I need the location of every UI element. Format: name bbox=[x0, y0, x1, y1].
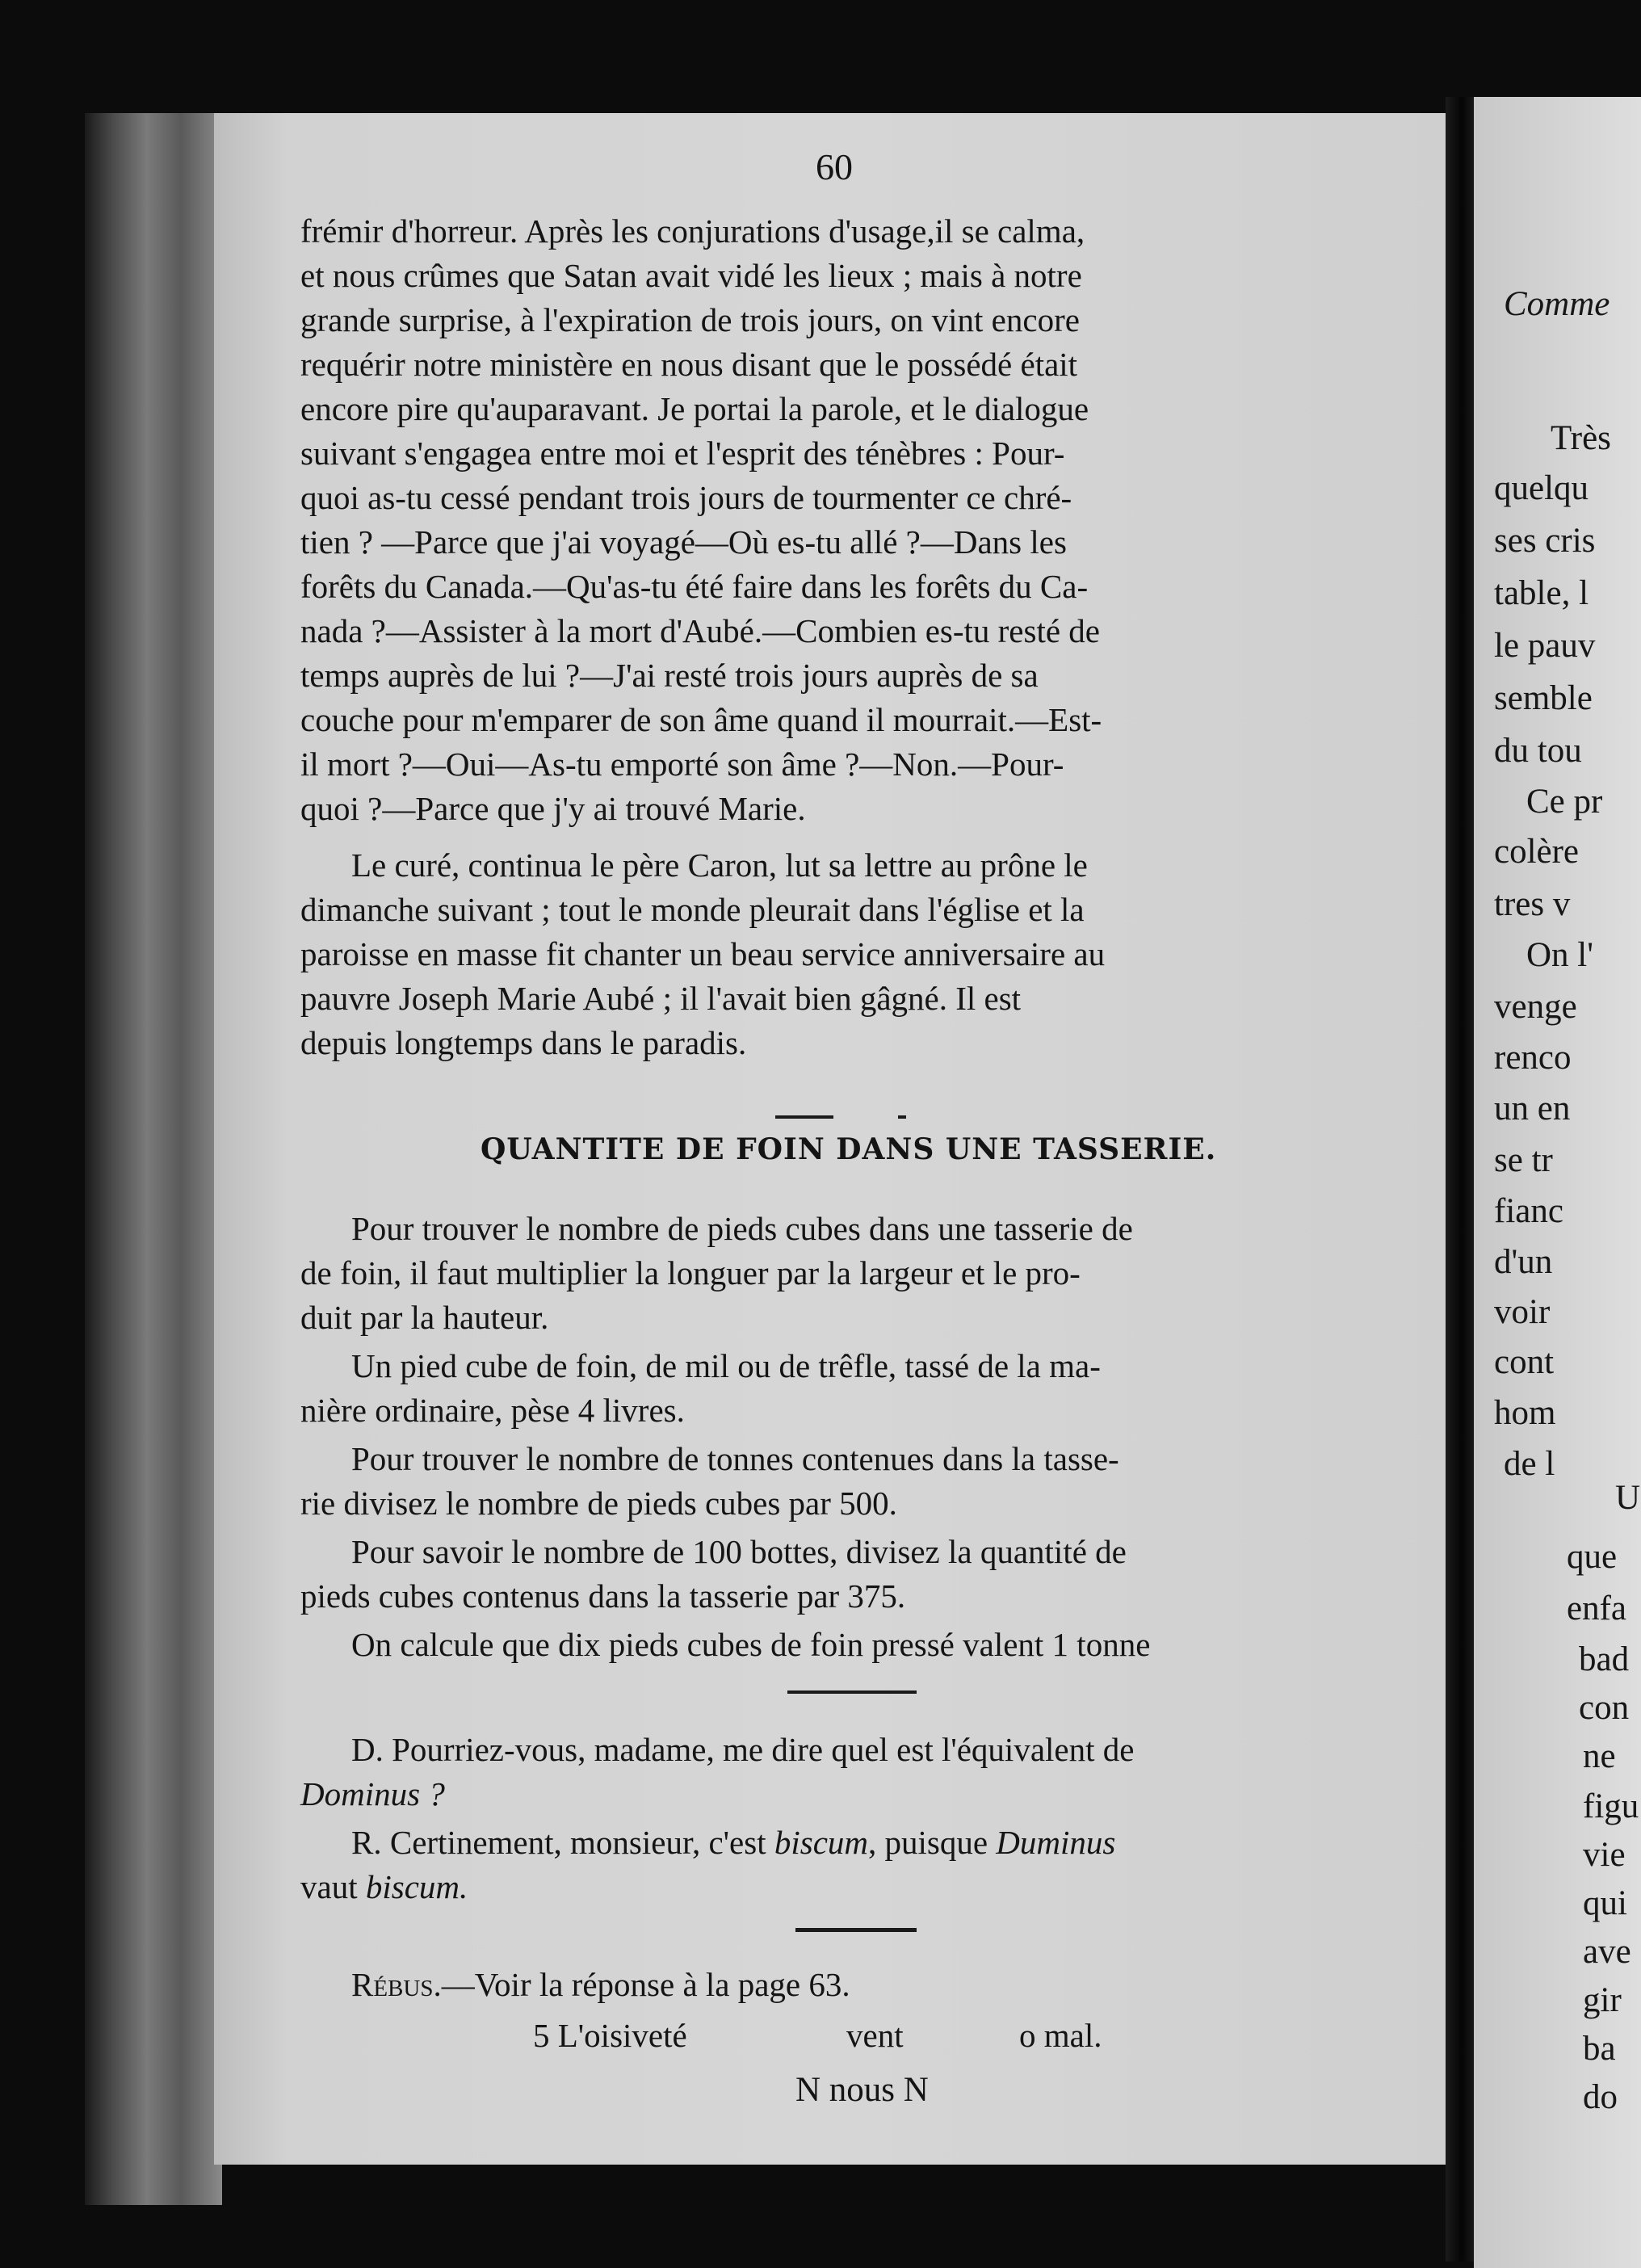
text-line: et nous crûmes que Satan avait vidé les lieux ; mais à notre bbox=[300, 257, 1082, 294]
text-line: temps auprès de lui ?—J'ai resté trois jours auprès de sa bbox=[300, 657, 1039, 694]
rebus-heading bbox=[351, 1965, 850, 2004]
right-page-line: ba bbox=[1583, 2030, 1616, 2068]
right-page-line: se tr bbox=[1494, 1141, 1553, 1179]
right-page-line: semble bbox=[1494, 679, 1593, 717]
text-line: quoi ?—Parce que j'y ai trouvé Marie. bbox=[300, 790, 806, 827]
right-page-line: du tou bbox=[1494, 732, 1582, 770]
text-line: suivant s'engagea entre moi et l'esprit des ténèbres : Pour- bbox=[300, 435, 1065, 472]
page-number: 60 bbox=[816, 146, 853, 187]
right-page-line: ave bbox=[1583, 1933, 1631, 1971]
right-page-line: tres v bbox=[1494, 885, 1571, 923]
text-line: Pour savoir le nombre de 100 bottes, divisez la quantité de bbox=[351, 1533, 1127, 1570]
answer-italic: Duminus bbox=[996, 1824, 1116, 1861]
answer-text: Certinement, monsieur, c'est bbox=[389, 1824, 774, 1861]
right-page-line: ne bbox=[1583, 1737, 1616, 1775]
book-spine bbox=[85, 113, 222, 2205]
right-page-line: d'un bbox=[1494, 1243, 1553, 1281]
right-page-line: figu bbox=[1583, 1787, 1639, 1825]
rebus-text: —Voir la réponse à la page 63. bbox=[441, 1966, 850, 2003]
right-page-line: Très bbox=[1551, 419, 1611, 457]
dialogue-d-label: D. bbox=[351, 1731, 384, 1768]
text-line: tien ? —Parce que j'ai voyagé—Où es-tu allé ?—Dans les bbox=[300, 523, 1067, 561]
right-page-line: un en bbox=[1494, 1090, 1571, 1128]
answer-italic: biscum bbox=[774, 1824, 868, 1861]
dialogue-answer bbox=[351, 1823, 1115, 1862]
text-line: dimanche suivant ; tout le monde pleurait dans l'église et la bbox=[300, 891, 1085, 928]
dialogue-r-label: R. bbox=[351, 1824, 382, 1861]
text-line: couche pour m'emparer de son âme quand il mourrait.—Est- bbox=[300, 701, 1102, 738]
answer-text: , puisque bbox=[868, 1824, 997, 1861]
right-page-line: cont bbox=[1494, 1343, 1555, 1381]
text-line: depuis longtemps dans le paradis. bbox=[300, 1024, 747, 1061]
text-line: paroisse en masse fit chanter un beau service anniversaire au bbox=[300, 935, 1106, 972]
right-page-line: renco bbox=[1494, 1039, 1572, 1077]
text-line: Le curé, continua le père Caron, lut sa lettre au prône le bbox=[351, 846, 1088, 884]
text-line: Un pied cube de foin, de mil ou de trêfle, tassé de la ma- bbox=[351, 1347, 1101, 1384]
right-page-line: ses cris bbox=[1494, 522, 1596, 560]
right-page-line: do bbox=[1583, 2078, 1618, 2116]
text-line: requérir notre ministère en nous disant que le possédé était bbox=[300, 346, 1078, 383]
text-line: il mort ?—Oui—As-tu emporté son âme ?—Non.—Pour- bbox=[300, 746, 1064, 783]
text-line: quoi as-tu cessé pendant trois jours de tourmenter ce chré- bbox=[300, 479, 1072, 516]
section-divider bbox=[775, 1115, 833, 1119]
right-page-line: table, l bbox=[1494, 574, 1589, 612]
text-line: nière ordinaire, pèse 4 livres. bbox=[300, 1392, 685, 1429]
right-page-line: enfa bbox=[1567, 1590, 1626, 1628]
text-line: forêts du Canada.—Qu'as-tu été faire dans les forêts du Ca- bbox=[300, 568, 1089, 605]
right-page-line: colère bbox=[1494, 833, 1580, 871]
section-title: QUANTITE DE FOIN DANS UNE TASSERIE. bbox=[481, 1132, 1217, 1166]
rebus-line-1a: 5 L'oisiveté bbox=[533, 2017, 687, 2054]
section-divider bbox=[795, 1928, 917, 1932]
right-page-line: U bbox=[1615, 1479, 1641, 1517]
right-page-line: bad bbox=[1579, 1640, 1630, 1678]
right-page-line: le pauv bbox=[1494, 627, 1596, 665]
right-page-line: voir bbox=[1494, 1293, 1551, 1331]
text-line: rie divisez le nombre de pieds cubes par 500. bbox=[300, 1485, 897, 1522]
right-page-line: venge bbox=[1494, 988, 1577, 1026]
rebus-label: Rébus. bbox=[351, 1966, 442, 2003]
right-page-line: hom bbox=[1494, 1394, 1556, 1432]
right-page-line: gir bbox=[1583, 1981, 1622, 2019]
rebus-line-1b: vent bbox=[846, 2017, 904, 2054]
dialogue-d-text: Pourriez-vous, madame, me dire quel est l'équivalent de bbox=[392, 1731, 1135, 1768]
rebus-line-2: N nous N bbox=[795, 2071, 929, 2109]
text-line: de foin, il faut multiplier la longuer par la largeur et le pro- bbox=[300, 1254, 1081, 1292]
right-page-line: qui bbox=[1583, 1884, 1627, 1922]
answer-italic: biscum. bbox=[365, 1868, 468, 1905]
right-page-line: fianc bbox=[1494, 1192, 1563, 1230]
right-page-line: que bbox=[1567, 1538, 1618, 1576]
text-line: frémir d'horreur. Après les conjurations d'usage,il se calma, bbox=[300, 212, 1085, 250]
text-line: duit par la hauteur. bbox=[300, 1299, 549, 1336]
text-line: nada ?—Assister à la mort d'Aubé.—Combien es-tu resté de bbox=[300, 612, 1100, 649]
dialogue-question-cont: Dominus ? bbox=[300, 1775, 445, 1812]
section-divider-dot bbox=[898, 1115, 906, 1119]
dialogue-answer-cont bbox=[300, 1867, 468, 1906]
section-divider bbox=[787, 1690, 917, 1694]
dialogue-question bbox=[351, 1730, 1134, 1769]
text-line: On calcule que dix pieds cubes de foin pressé valent 1 tonne bbox=[351, 1626, 1151, 1663]
text-line: pieds cubes contenus dans la tasserie par 375. bbox=[300, 1577, 906, 1615]
text-line: Pour trouver le nombre de tonnes contenues dans la tasse- bbox=[351, 1440, 1119, 1477]
text-line: grande surprise, à l'expiration de trois jours, on vint encore bbox=[300, 301, 1080, 338]
text-line: Pour trouver le nombre de pieds cubes dans une tasserie de bbox=[351, 1210, 1133, 1247]
right-page-heading: Comme bbox=[1504, 285, 1610, 323]
right-page-line: Ce pr bbox=[1526, 783, 1603, 821]
right-page-line: On l' bbox=[1526, 936, 1593, 974]
right-page-line: quelqu bbox=[1494, 469, 1589, 507]
right-page-line: de l bbox=[1504, 1445, 1555, 1483]
right-page-line: vie bbox=[1583, 1836, 1626, 1874]
right-page-line: con bbox=[1579, 1689, 1630, 1727]
book-gutter bbox=[1446, 97, 1478, 2262]
rebus-line-1c: o mal. bbox=[1019, 2017, 1102, 2054]
text-line: encore pire qu'auparavant. Je portai la parole, et le dialogue bbox=[300, 390, 1089, 427]
answer-text: vaut bbox=[300, 1868, 366, 1905]
text-line: pauvre Joseph Marie Aubé ; il l'avait bien gâgné. Il est bbox=[300, 980, 1022, 1017]
